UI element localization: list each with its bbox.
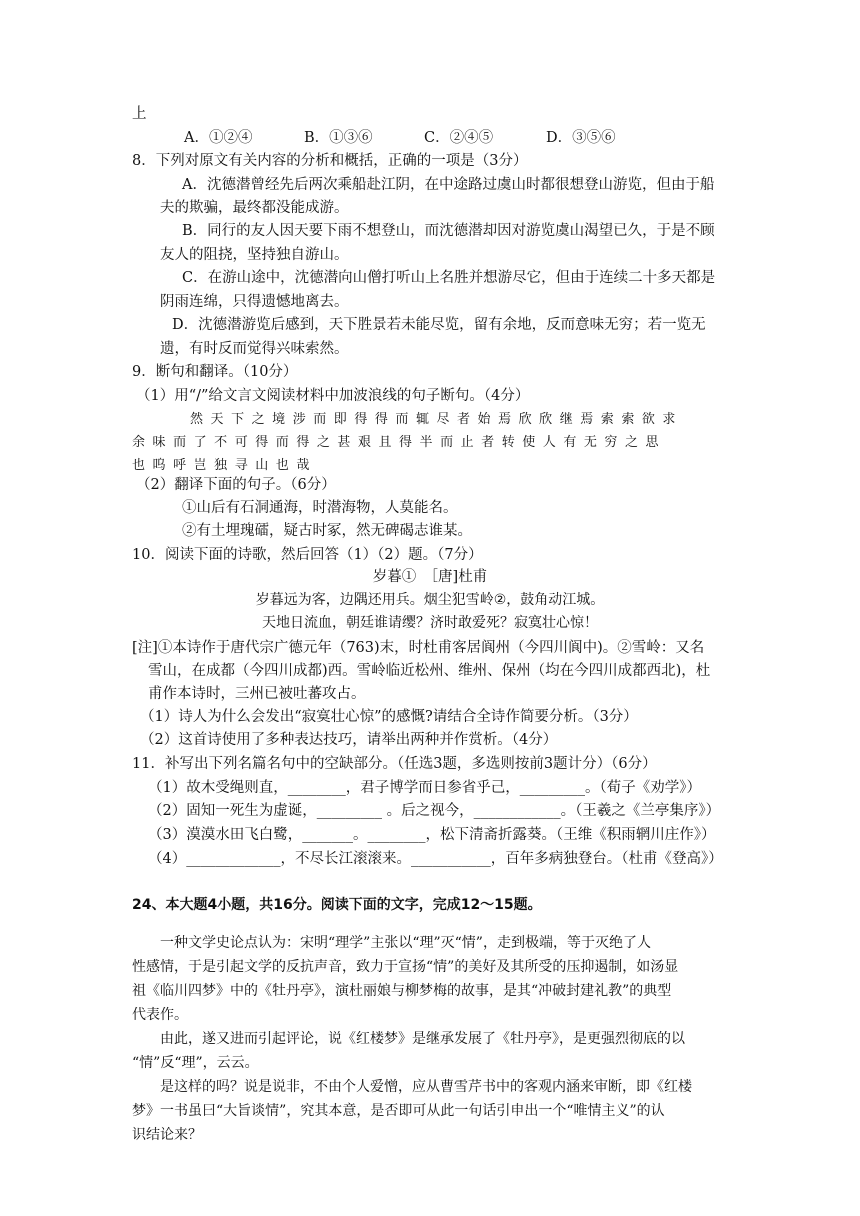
q7-tail-text: 上	[132, 106, 147, 122]
q9-classical-line3: 也呜呼岂独寻山也哉	[132, 458, 317, 473]
q11-line4: （4）_____________，不尽长江滚滚来。___________，百年多病独登台。（杜甫《登高》）	[148, 851, 723, 867]
poem-note-line2: 雪山，在成都（今四川成都)西。雪岭临近松州、维州、保州（均在今四川成都西北)，杜	[148, 663, 711, 679]
essay-p2-line2: “情”反“理”，云云。	[132, 1055, 259, 1071]
q10-subquestion1: （1）诗人为什么会发出“寂寞壮心惊”的感慨?请结合全诗作简要分析。（3分）	[140, 709, 638, 725]
q11-line1: （1）故木受绳则直，________，君子博学而日参省乎己，_________。（荀子《劝学》）	[148, 780, 701, 796]
essay-p1-line4: 代表作。	[132, 1007, 188, 1023]
q7-option-d: D．③⑤⑥	[546, 130, 616, 146]
q9-translate-sentence2: ②有土埋瑰礌，疑古时冢，然无碑碣志谁某。	[182, 523, 472, 539]
essay-p1-line3: 祖《临川四梦》中的《牡丹亭》，演杜丽娘与柳梦梅的故事，是其“冲破封建礼教”的典型	[132, 983, 672, 999]
essay-p3-line3: 识结论来？	[132, 1127, 202, 1143]
essay-p1-line1: 一种文学史论点认为：宋明“理学”主张以“理”灭“情”，走到极端，等于灭绝了人	[160, 935, 651, 951]
q11-line3: （3）漠漠水田飞白鹭，_______。________，松下清斋折露葵。（王维《积雨辋川庄作》）	[148, 827, 716, 843]
essay-p1-line2: 性感情，于是引起文学的反抗声音，致力于宣扬“情”的美好及其所受的压抑遏制，如汤显	[132, 959, 679, 975]
essay-p3-line1: 是这样的吗？说是说非，不由个人爱憎，应从曹雪芹书中的客观内涵来审断，即《红楼	[160, 1079, 692, 1095]
q7-option-a: A．①②④	[184, 130, 253, 146]
q10-stem: 10．阅读下面的诗歌，然后回答（1）（2）题。（7分）	[132, 547, 483, 563]
q8-option-c-line1: C．在游山途中，沈德潜向山僧打听山上名胜并想游尽它，但由于连续二十多天都是	[182, 270, 716, 286]
q11-stem: 11．补写出下列名篇名句中的空缺部分。（任选3题，多选则按前3题计分）（6分）	[132, 756, 657, 772]
q8-option-d-line1: D．沈德潜游览后感到，天下胜景若未能尽览，留有余地，反而意味无穷；若一览无	[172, 317, 706, 333]
q8-stem: 8．下列对原文有关内容的分析和概括，正确的一项是（3分）	[132, 153, 528, 169]
q8-option-a-line2: 夫的欺骗，最终都没能成游。	[160, 200, 349, 216]
q8-option-c-line2: 阴雨连绵，只得遗憾地离去。	[160, 294, 349, 310]
q9-translate-sentence1: ①山后有石洞通海，时潜海物，人莫能名。	[182, 500, 458, 516]
poem-note-line3: 甫作本诗时，三州已被吐蕃攻占。	[148, 686, 366, 702]
q7-option-c: C．②④⑤	[424, 130, 494, 146]
q10-subquestion2: （2）这首诗使用了多种表达技巧，请举出两种并作赏析。（4分）	[140, 732, 558, 748]
q8-option-b-line2: 友人的阻挠，坚持独自游山。	[160, 247, 349, 263]
q9-classical-line2: 余味而了不可得而得之甚艰且得半而止者转使人有无穷之思	[132, 435, 667, 450]
q11-line2: （2）固知一死生为虚诞，_________ 。后之视今，____________。（王羲之《兰亭集序》）	[148, 803, 721, 819]
q9-stem: 9．断句和翻译。（10分）	[132, 364, 298, 380]
section-24-heading: 24、本大题4小题，共16分。阅读下面的文字，完成12～15题。	[132, 897, 542, 913]
essay-p3-line2: 梦》一书虽曰“大旨谈情”，究其本意，是否即可从此一句话引申出一个“唯情主义”的认	[132, 1103, 665, 1119]
poem-title: 岁暮① ［唐]杜甫	[372, 569, 488, 585]
q7-option-b: B．①③⑥	[304, 130, 373, 146]
q9-part2-prompt: （2）翻译下面的句子。（6分）	[136, 477, 336, 493]
q9-part1-prompt: （1）用“/”给文言文阅读材料中加波浪线的句子断句。（4分）	[136, 388, 530, 404]
poem-note-line1: [注]①本诗作于唐代宗广德元年（763)末，时杜甫客居阆州（今四川阆中)。②雪岭：又名	[132, 640, 705, 656]
poem-line2: 天地日流血，朝廷谁请缨？济时敢爱死？寂寞壮心惊！	[262, 615, 598, 631]
essay-p2-line1: 由此，遂又进而引起评论，说《红楼梦》是继承发展了《牡丹亭》，是更强烈彻底的以	[160, 1031, 685, 1047]
poem-line1: 岁暮远为客，边隅还用兵。烟尘犯雪岭②，鼓角动江城。	[255, 592, 605, 608]
q9-classical-line1: 然天下之境涉而即得得而辄尽者始焉欣欣继焉索索欲求	[190, 412, 683, 427]
q8-option-a-line1: A．沈德潜曾经先后两次乘船赴江阴，在中途路过虞山时都很想登山游览，但由于船	[182, 177, 715, 193]
q8-option-d-line2: 遗，有时反而觉得兴味索然。	[160, 341, 349, 357]
q8-option-b-line1: B．同行的友人因天要下雨不想登山，而沈德潜却因对游览虞山渴望已久，于是不顾	[182, 223, 715, 239]
